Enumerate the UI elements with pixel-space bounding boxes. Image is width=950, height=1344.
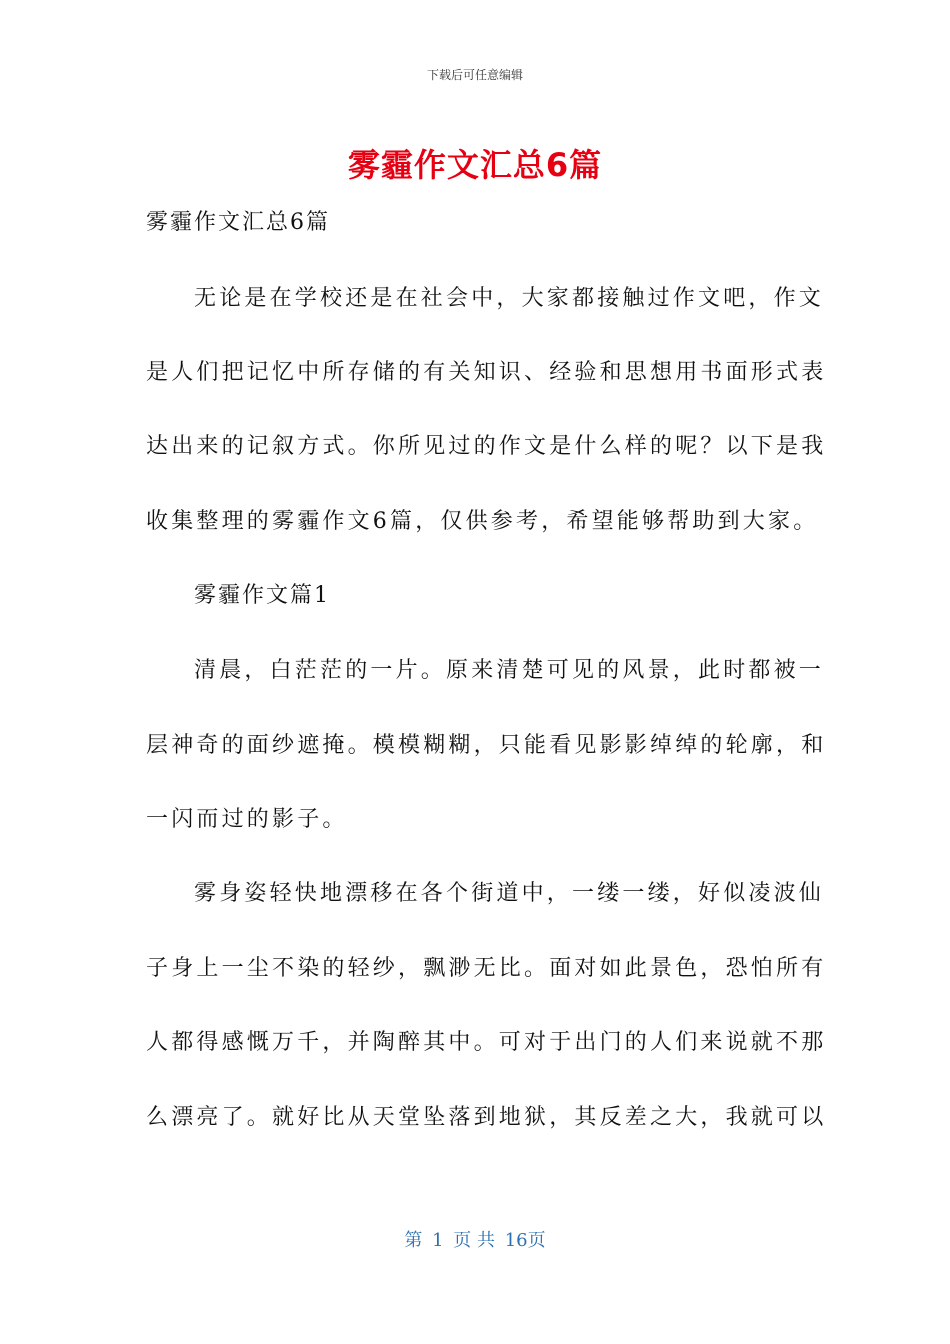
paragraph-line: 人都得感慨万千，并陶醉其中。可对于出门的人们来说就不那 bbox=[146, 1030, 827, 1055]
paragraph-line: 层神奇的面纱遮掩。模模糊糊，只能看见影影绰绰的轮廓，和 bbox=[146, 733, 827, 758]
footer-prefix: 第 bbox=[404, 1230, 423, 1251]
section-heading: 雾霾作文篇1 bbox=[194, 583, 330, 608]
paragraph-line: 收集整理的雾霾作文6篇，仅供参考，希望能够帮助到大家。 bbox=[146, 509, 819, 534]
paragraph-line: 清晨，白茫茫的一片。原来清楚可见的风景，此时都被一 bbox=[194, 658, 825, 683]
footer-mid: 页 共 bbox=[453, 1230, 495, 1251]
footer-page-number: 1 bbox=[432, 1230, 444, 1251]
paragraph-line: 雾身姿轻快地漂移在各个街道中，一缕一缕，好似凌波仙 bbox=[194, 881, 825, 906]
paragraph-line: 一闪而过的影子。 bbox=[146, 807, 348, 832]
page-footer bbox=[0, 1226, 950, 1252]
page-header-note: 下载后可任意编辑 bbox=[426, 68, 523, 82]
footer-total-pages: 16页 bbox=[504, 1230, 546, 1251]
document-subtitle: 雾霾作文汇总6篇 bbox=[146, 210, 330, 235]
paragraph-line: 达出来的记叙方式。你所见过的作文是什么样的呢？以下是我 bbox=[146, 434, 827, 459]
document-title: 雾霾作文汇总6篇 bbox=[347, 146, 603, 184]
paragraph-line: 子身上一尘不染的轻纱，飘渺无比。面对如此景色，恐怕所有 bbox=[146, 956, 827, 981]
paragraph-line: 是人们把记忆中所存储的有关知识、经验和思想用书面形式表 bbox=[146, 360, 827, 385]
paragraph-line: 么漂亮了。就好比从天堂坠落到地狱，其反差之大，我就可以 bbox=[146, 1105, 827, 1130]
paragraph-line: 无论是在学校还是在社会中，大家都接触过作文吧，作文 bbox=[194, 286, 825, 311]
